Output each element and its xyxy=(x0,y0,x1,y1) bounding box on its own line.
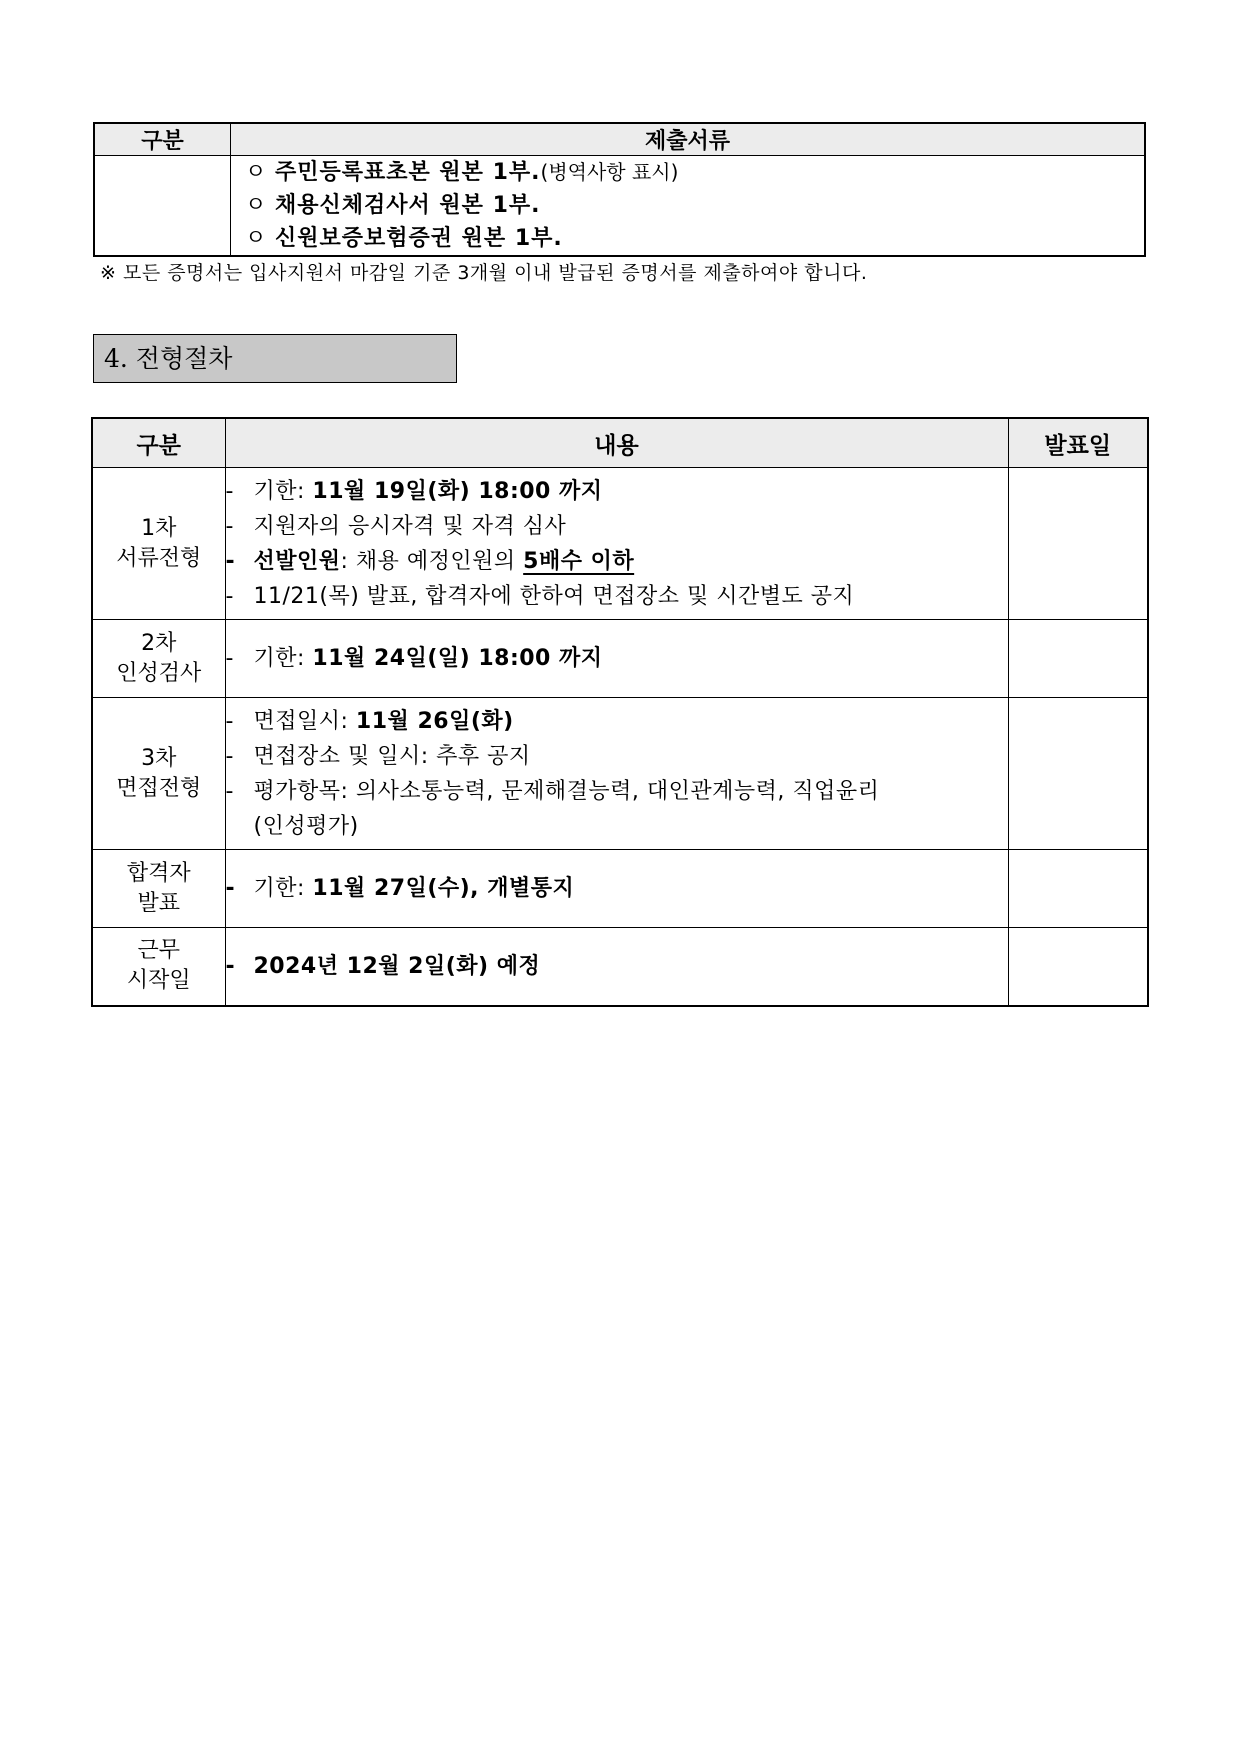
procedure-content xyxy=(225,850,1008,928)
content-line xyxy=(226,949,1008,984)
content-bold: 11월 24일(일) 18:00 까지 xyxy=(312,646,603,671)
procedure-announce-date xyxy=(1008,620,1148,698)
dash: - xyxy=(225,708,234,734)
content-text: 평가항목: 의사소통능력, 문제해결능력, 대인관계능력, 직업윤리 xyxy=(253,778,880,804)
content-line xyxy=(226,544,1008,579)
procedure-announce-date xyxy=(1008,928,1148,1006)
procedure-row-document-screening xyxy=(92,468,1148,620)
category-line: 3차 xyxy=(141,745,177,771)
procedure-table xyxy=(91,417,1149,1007)
category-line: 발표 xyxy=(137,890,180,916)
section-title: 4. 전형절차 xyxy=(93,334,457,383)
dash: - xyxy=(225,778,234,804)
content-line xyxy=(226,641,1008,676)
content-text: 11/21(목) 발표, 합격자에 한하여 면접장소 및 시간별도 공지 xyxy=(253,583,855,609)
category-line: 합격자 xyxy=(126,860,191,886)
procedure-row-result-announcement xyxy=(92,850,1148,928)
content-bold: 11월 27일(수), 개별통지 xyxy=(312,876,575,901)
content-line xyxy=(226,704,1008,739)
content-line: (인성평가) xyxy=(253,813,359,839)
content-bold: 선발인원 xyxy=(253,548,341,574)
procedure-content xyxy=(225,698,1008,850)
procedure-category xyxy=(92,620,225,698)
content-bold: 11월 26일(화) xyxy=(355,708,514,734)
procedure-content xyxy=(225,620,1008,698)
procedure-category xyxy=(92,698,225,850)
documents-header-category: 구분 xyxy=(94,123,231,156)
content-underlined: 5배수 이하 xyxy=(523,548,635,574)
content-text: : 채용 예정인원의 xyxy=(340,548,524,574)
category-line: 1차 xyxy=(141,515,177,541)
document-item xyxy=(231,189,1144,222)
procedure-row-work-start xyxy=(92,928,1148,1006)
content-text: 기한: xyxy=(253,478,313,504)
content-text: 기한: xyxy=(253,646,313,671)
procedure-content xyxy=(225,928,1008,1006)
documents-table xyxy=(93,122,1146,257)
dash: - xyxy=(225,548,236,574)
procedure-category xyxy=(92,850,225,928)
document-item-name: 주민등록표초본 원본 1부. xyxy=(275,160,541,185)
certificate-note: ※ 모든 증명서는 입사지원서 마감일 기준 3개월 이내 발급된 증명서를 제출하여야 합니다. xyxy=(100,262,868,284)
category-line: 근무 xyxy=(137,938,180,964)
procedure-header-row xyxy=(92,418,1148,468)
category-line: 인성검사 xyxy=(116,660,202,686)
content-line xyxy=(226,474,1008,509)
dash: - xyxy=(225,513,234,539)
documents-category-cell xyxy=(94,156,231,257)
document-item-name: 채용신체검사서 원본 1부. xyxy=(275,193,541,218)
procedure-header-category: 구분 xyxy=(92,418,225,468)
document-item-note: (병역사항 표시) xyxy=(540,160,679,184)
content-text: 기한: xyxy=(253,876,313,901)
content-text: 면접일시: xyxy=(253,708,356,734)
documents-header-documents: 제출서류 xyxy=(231,123,1146,156)
procedure-category xyxy=(92,928,225,1006)
dash: - xyxy=(225,478,234,504)
procedure-announce-date xyxy=(1008,468,1148,620)
dash: - xyxy=(225,583,234,609)
content-line xyxy=(226,774,1008,809)
document-item-name: 신원보증보험증권 원본 1부. xyxy=(275,226,563,251)
procedure-row-interview xyxy=(92,698,1148,850)
bullet-icon: ㅇ xyxy=(245,226,267,251)
category-line: 2차 xyxy=(141,630,177,656)
bullet-icon: ㅇ xyxy=(245,160,267,185)
content-bold: 2024년 12월 2일(화) 예정 xyxy=(253,953,541,979)
content-bold: 11월 19일(화) 18:00 까지 xyxy=(312,478,603,504)
procedure-header-announce: 발표일 xyxy=(1008,418,1148,468)
content-line xyxy=(226,579,1008,614)
document-item xyxy=(231,222,1144,255)
content-line xyxy=(226,871,1008,906)
content-text: 면접장소 및 일시: 추후 공지 xyxy=(253,743,531,769)
procedure-header-content: 내용 xyxy=(225,418,1008,468)
content-line xyxy=(226,509,1008,544)
dash: - xyxy=(225,953,236,979)
dash: - xyxy=(225,646,234,671)
procedure-announce-date xyxy=(1008,698,1148,850)
procedure-announce-date xyxy=(1008,850,1148,928)
documents-body-row xyxy=(94,156,1145,257)
documents-header-row xyxy=(94,123,1145,156)
documents-list-cell xyxy=(231,156,1146,257)
category-line: 시작일 xyxy=(126,968,191,994)
procedure-category xyxy=(92,468,225,620)
category-line: 서류전형 xyxy=(116,545,202,571)
category-line: 면접전형 xyxy=(116,775,202,801)
bullet-icon: ㅇ xyxy=(245,193,267,218)
document-item xyxy=(231,156,1144,189)
content-line xyxy=(226,739,1008,774)
procedure-row-personality-test xyxy=(92,620,1148,698)
procedure-content xyxy=(225,468,1008,620)
dash: - xyxy=(225,876,236,901)
content-text: 지원자의 응시자격 및 자격 심사 xyxy=(253,513,567,539)
dash: - xyxy=(225,743,234,769)
